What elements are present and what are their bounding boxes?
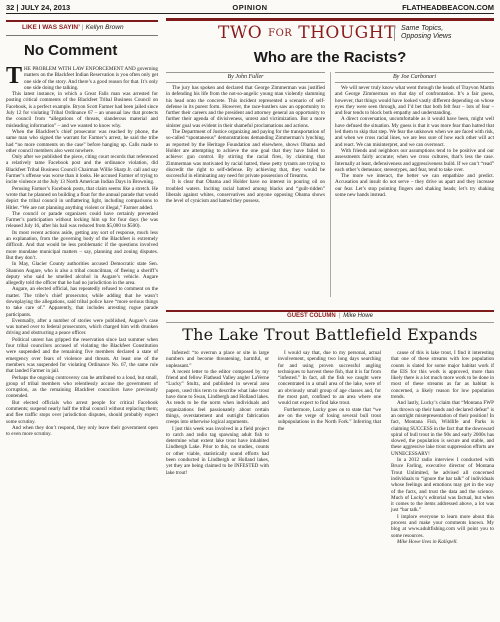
left-paragraph: Its most recent actions aside, getting any sort of response, much less an explanation, from the governing body of the Blackfeet is extremely difficult. And that would be less problematic if the questions involved more mundane municipal matters – say, planning and zoning disputes. But they don’t. <box>6 229 158 261</box>
byline-joe-carbonari: By Joe Carbonari <box>335 72 494 83</box>
left-paragraph: Only after we published the piece, citing court records that referenced a relatively tame Facebook post and the ordinance violation, did Blackfeet Tribal Business Council Chairman Willie Sharp Jr. call and say Farmer’s offense was worse than it looks. He accused Farmer of trying to incite violence at the July 13 North American Indian Days in Browning. <box>6 154 158 186</box>
guest-column-kicker: GUEST COLUMN | Mike Howe <box>166 310 494 323</box>
guest-col3-paragraph: I implore everyone to learn more about this process and make your comments known. My blog at www.adultfishing.com will point you to some resources. <box>391 513 494 539</box>
guest-col1-paragraph: Infested: “to overrun a place or site in large numbers and become threatening, harmful, or unpleasant.” <box>166 350 269 369</box>
left-paragraph: But elected officials who arrest people for critical Facebook comments; suspend nearly half the tribal council without replacing them; and flee traffic stops over jurisdiction disputes, should probably expect some scrutiny. <box>6 399 158 425</box>
tft-subtitle: Same Topics, Opposing Views <box>394 25 451 41</box>
left-paragraph: And when they don’t respond, they only leave their government open to even more scrutiny. <box>6 424 158 438</box>
carbonari-paragraph: With friends and neighbors our assumptions tend to be positive and our assessments fairly accurate; when we cross cultures, that’s less the case. Internally at least, defensiveness and aggressiveness build. If we can’t “read” each other’s demeanor, stereotypes, and fear, tend to take over. <box>335 147 494 173</box>
left-headline: No Comment <box>24 42 118 59</box>
left-column <box>6 20 158 438</box>
section-label: OPINION <box>232 3 268 12</box>
guest-col1-paragraph: I just this week was involved in a field project to catch and radio tag spawning adult fish to determine what extent lake trout have inhabited Lindbergh Lake. Prior to this, no studies, counts or other viable, statistically sound efforts had been conducted in Lindbergh or Holland lakes, yet they are being claimed to be INFESTED with lake trout! <box>166 425 269 476</box>
left-paragraph: Perusing Farmer’s Facebook posts, that claim seems like a stretch. He wrote that he planned on building a float for the annual parade that would depict the tribal council in unflattering light, including comparisons to Hitler. “We are not planning anything violent or illegal,” Farmer added. <box>6 185 158 211</box>
byline-john-fuller: By John Fuller <box>166 72 325 83</box>
site-url: FLATHEADBEACON.COM <box>402 3 494 12</box>
column-name: LIKE I WAS SAYIN’ <box>22 24 80 31</box>
column-divider <box>330 72 331 297</box>
left-paragraph: Perhaps the ongoing controversy can be attributed to a loud, but small, group of tribal members who relentlessly accuse the government of corruption, as the remaining Blackfeet councilors have previously contended. <box>6 374 158 400</box>
left-paragraph: Political unrest has gripped the reservation since last summer when four tribal councilors accused of violating the Blackfeet Constitution were suspended and the remaining five members declared a state of emergency over fears of violence and threats. At least one of the members was suspended for violating Ordinance No. 67, the same rule that landed Farmer in jail. <box>6 336 158 375</box>
tft-question-headline: Who are the Racists? <box>253 49 407 66</box>
guest-col1-paragraph: A recent letter to the editor composed by my friend and fellow Flathead Valley angler LaVerne “Lucky” Stultz, and published in several area papers, used this term to describe what lake trout have done to Swan, Lindbergh and Holland lakes. As tends to be the norm when individuals and organizations feel passionately about certain things, overstatement and outright fabrication creeps into otherwise logical arguments. <box>166 368 269 426</box>
carbonari-paragraph: The more we interact, the better we can empathize and predict. Accusation and insult do not serve – they drive us apart and they increase our fear. Let’s stop pointing fingers and shaking heads; let’s try shaking some new hands instead. <box>335 173 494 199</box>
guest-headline: The Lake Trout Battlefield Expands <box>182 325 478 344</box>
column-author: Kellyn Brown <box>85 24 124 31</box>
left-paragraph: The council or parade organizers could have certainly prevented Farmer’s participation without locking him up for four days (he was released July 16, after his bail was reduced from $5,000 to $500). <box>6 210 158 230</box>
column-kicker: LIKE I WAS SAYIN’ | Kellyn Brown <box>6 20 158 36</box>
left-article-body <box>6 63 158 438</box>
left-paragraph: Eventually, after a number of stories were published, Augare’s case was turned over to federal prosecutors, which charged him with drunken driving and obstructing a peace officer. <box>6 317 158 337</box>
guest-col2-paragraph: Furthermore, Lucky goes on to state that “we are on the verge of losing several bull trout subpopulations in the North Fork.” Inferring that the <box>278 406 381 432</box>
carbonari-paragraph: A direct conversation, uncomfortable as it would have been, might well have defused the situation. My guess is that it was more fear than hatred that led them to skip that step. We fear the unknown when we are faced with risk, and when we cross racial lines, we are less sure of how each other will act and react. We can misinterpret, and we can overreact. <box>335 116 494 148</box>
fuller-paragraph: The Department of Justice organizing and paying for the transportation of so-called “spontaneous” demonstrations demanding Zimmerman’s lynching, as reported by the Heritage Foundation and elsewhere, shows Obama and Holder are attempting to achieve the one goal that they have failed to achieve: gun control. By stirring the racial fires, by claiming that Zimmerman was motivated by racial hatred, these petty tyrants are trying to discredit the right to self-defense. By achieving that, they would be successful in eliminating any need for private possession of firearms. <box>166 129 325 180</box>
fuller-paragraph: The jury has spoken and declared that George Zimmerman was justified in defending his life from the not-so-angelic young man violently slamming his head onto the concrete. This incident represented a scenario of self-defense in its purest form. However, the race-hustlers saw an opportunity to further their careers and the president and attorney general an opportunity to further their agenda of divisiveness, unrest and victimization. But a more sinister goal was evident in their shameful proclamations and actions. <box>166 85 325 129</box>
guest-col2-paragraph: I would say that, due to my personal, actual involvement, spending two long days searching for and using proven successful angling techniques to harvest these fish, that it is far from “infested.” In fact, all the fish we caught were concentrated in a small area of the lake, were of an obviously small group of age classes and, for the most part, confined to an area where one would not expect to find lake trout. <box>278 350 381 407</box>
carbonari-column-text <box>335 85 494 198</box>
tft-title: TWO FOR THOUGHT <box>218 23 396 43</box>
guest-column-text-1 <box>166 350 269 476</box>
left-paragraph: This latest instance, in which a Great Falls man was arrested for posting critical comments of the Blackfeet Tribal Business Council on Facebook, is a perfect example. Bryon Scott Farmer had been jailed since July 12 for violating Tribal Ordinance 67 – an unusual law that protects the council from “allegations of threats, slanderous material and misleading information” – and we wanted to know why. <box>6 91 158 129</box>
left-paragraph: In May, Glacier County authorities accused Democratic state Sen. Shannon Augare, who is also a tribal councilman, of fleeing a sheriff’s deputy who said he smelled alcohol in Augare’s vehicle. Augare allegedly told the officer that he had no jurisdiction in the area. <box>6 261 158 287</box>
guest-column-text-3 <box>391 350 494 545</box>
two-for-thought <box>166 18 494 303</box>
guest-col3-paragraph: And lastly, Lucky’s claim that “Montana FWP has thrown up their hands and declared defeat” is an outright misrepresentation of their position! In fact, Montana Fish, Wildlife and Parks is claiming SUCCESS in the fact that the downward spiral of bull trout in the 90s and early 2000s has slowed, the population is secure and stable, and these aggressive lake trout suppression efforts are UNNECESSARY! <box>391 400 494 457</box>
fuller-paragraph: It is clear that Obama and Holder have no interest in pouring oil on troubled waters. Inciting racial hatred among blacks and “guilt-ridden” liberals against whites, conservatives and anyone opposing Obama shows the level of cynicism and hatred they possess. <box>166 179 325 205</box>
left-paragraph: THE PROBLEM WITH LAW ENFORCEMENT AND governing matters on the Blackfeet Indian Reservation is you often only get one side of the story. And there’s a good reason for that. It’s only one side doing the talking. <box>6 63 158 91</box>
author-signature: Mike Howe lives in Kalispell. <box>397 538 458 545</box>
page-number-date: 32 | JULY 24, 2013 <box>6 3 71 12</box>
tft-header <box>166 18 494 47</box>
drop-cap: T <box>6 63 23 89</box>
fuller-column-text <box>166 85 325 205</box>
guest-col3-paragraph: cause of this is lake trout, I find it interesting that one of these streams with low population counts is slated for some major habitat work if the EIS for this work is approved, more than likely there is a lot much more work to be done in most of these streams as far as habitat is concerned, a likely reason for low population trends. <box>391 350 494 401</box>
guest-col3-paragraph: In a 2012 radio interview I conducted with Bruce Farling, executive director of Montana Trout Unlimited, he advised all concerned individuals to “ignore the bar talk” of individuals whose feelings and emotions may get in the way of the facts, and trust the data and the science. Much of Lucky’s editorial was factual, but when it comes to the items addressed above, a lot was just “bar talk.” <box>391 457 494 514</box>
page-header <box>6 3 494 14</box>
carbonari-paragraph: We will never truly know what went through the heads of Trayvon Martin and George Zimmerman on that day of confrontation. It’s a fair guess, however, that things would have looked vastly different depending on whose eyes they were seen through, and I’d bet that both felt fear – lots of fear – and fear tends to block both empathy and understanding. <box>335 85 494 117</box>
guest-column-text-2 <box>278 350 381 432</box>
left-paragraph: Augare, an elected official, has repeatedly refused to comment on the matter. The tribe’s chief prosecutor, while adding that he wasn’t downplaying the allegations, said tribal police have “more serious things to take care of.” Apparently, that includes arresting rogue parade participants. <box>6 286 158 318</box>
left-paragraph: When the Blackfeet’s chief prosecutor was reached by phone, the same man who signed the warrant for Farmer’s arrest, he said the tribe had “no more comments on the case” before hanging up. Calls made to other council members also went nowhere. <box>6 128 158 154</box>
